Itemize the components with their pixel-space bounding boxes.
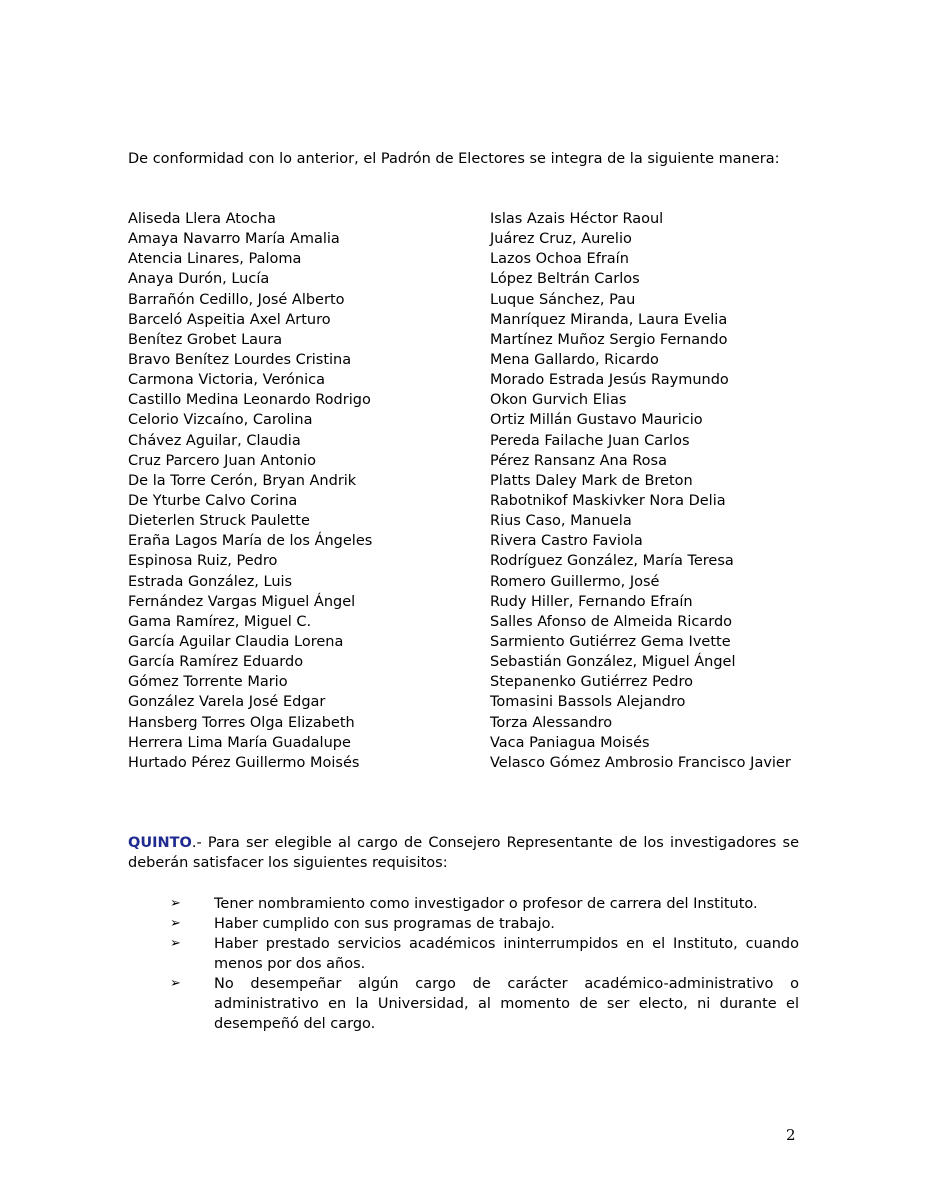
elector-name: Gómez Torrente Mario [128,674,288,691]
elector-name: Platts Daley Mark de Breton [490,472,693,489]
elector-name: Torza Alessandro [490,714,613,731]
requisito-text: No desempeñar algún cargo de carácter académico-administrativo o administrativo en la Universidad, al momento de ser electo, ni durante el desempeñó del cargo. [214,976,799,1032]
electores-list-left [128,209,372,773]
elector-name: García Ramírez Eduardo [128,654,304,671]
elector-name: Stepanenko Gutiérrez Pedro [490,674,693,691]
quinto-text: .- Para ser elegible al cargo de Consejero Representante de los investigadores se deberán satisfacer los siguientes requisitos: [128,835,799,871]
elector-name: Tomasini Bassols Alejandro [490,694,686,711]
elector-name: Atencia Linares, Paloma [128,251,302,268]
elector-name: Vaca Paniagua Moisés [490,734,650,751]
elector-name: Ortiz Millán Gustavo Mauricio [490,412,703,429]
elector-name: Okon Gurvich Elias [490,392,627,409]
requisito-item [128,894,799,914]
elector-name: Rabotnikof Maskivker Nora Delia [490,492,726,509]
elector-name: Herrera Lima María Guadalupe [128,734,351,751]
elector-name: Bravo Benítez Lourdes Cristina [128,351,352,368]
elector-name: Luque Sánchez, Pau [490,291,636,308]
requisito-text: Tener nombramiento como investigador o profesor de carrera del Instituto. [214,896,758,912]
intro-paragraph: De conformidad con lo anterior, el Padrón de Electores se integra de la siguiente manera: [128,151,780,167]
elector-name: Dieterlen Struck Paulette [128,513,310,530]
requisito-text: Haber cumplido con sus programas de trabajo. [214,916,555,932]
elector-name: Velasco Gómez Ambrosio Francisco Javier [490,754,791,771]
arrow-bullet-icon: ➢ [170,976,181,991]
elector-name: Castillo Medina Leonardo Rodrigo [128,392,371,409]
elector-name: De Yturbe Calvo Corina [128,492,298,509]
elector-name: Barceló Aspeitia Axel Arturo [128,311,331,328]
elector-name: Morado Estrada Jesús Raymundo [490,372,729,389]
requisito-item [128,974,799,1034]
elector-name: Rius Caso, Manuela [490,513,632,530]
requisitos-list [128,894,799,1034]
elector-name: Mena Gallardo, Ricardo [490,351,659,368]
elector-name: Gama Ramírez, Miguel C. [128,613,312,630]
elector-name: Estrada González, Luis [128,573,293,590]
elector-name: López Beltrán Carlos [490,271,640,288]
elector-name: Sebastián González, Miguel Ángel [490,654,736,671]
elector-name: Rodríguez González, María Teresa [490,553,734,570]
elector-name: Manríquez Miranda, Laura Evelia [490,311,728,328]
elector-name: Rivera Castro Faviola [490,533,643,550]
elector-name: Salles Afonso de Almeida Ricardo [490,613,733,630]
elector-name: Lazos Ochoa Efraín [490,251,629,268]
elector-name: González Varela José Edgar [128,694,326,711]
quinto-label: QUINTO [128,835,192,851]
electores-list-right [490,209,791,773]
elector-name: Barrañón Cedillo, José Alberto [128,291,345,308]
elector-name: Fernández Vargas Miguel Ángel [128,593,356,610]
elector-name: Hurtado Pérez Guillermo Moisés [128,754,360,771]
quinto-paragraph [128,833,799,873]
arrow-bullet-icon: ➢ [170,916,181,931]
elector-name: García Aguilar Claudia Lorena [128,633,344,650]
elector-name: Chávez Aguilar, Claudia [128,432,301,449]
elector-name: Martínez Muñoz Sergio Fernando [490,331,728,348]
elector-name: Espinosa Ruiz, Pedro [128,553,278,570]
elector-name: Eraña Lagos María de los Ángeles [128,533,373,550]
elector-name: Romero Guillermo, José [490,573,660,590]
elector-name: Amaya Navarro María Amalia [128,231,340,248]
elector-name: Carmona Victoria, Verónica [128,372,325,389]
elector-name: Benítez Grobet Laura [128,331,283,348]
elector-name: Anaya Durón, Lucía [128,271,270,288]
elector-name: Islas Azais Héctor Raoul [490,211,664,227]
page-number: 2 [786,1126,796,1144]
elector-name: Hansberg Torres Olga Elizabeth [128,714,355,731]
elector-name: Pereda Failache Juan Carlos [490,432,690,449]
elector-name: Celorio Vizcaíno, Carolina [128,412,313,429]
elector-name: Sarmiento Gutiérrez Gema Ivette [490,633,731,650]
elector-name: Juárez Cruz, Aurelio [490,231,632,248]
arrow-bullet-icon: ➢ [170,936,181,951]
elector-name: Aliseda Llera Atocha [128,211,276,227]
arrow-bullet-icon: ➢ [170,896,181,911]
requisito-text: Haber prestado servicios académicos ininterrumpidos en el Instituto, cuando menos por dos años. [214,936,799,972]
elector-name: Pérez Ransanz Ana Rosa [490,452,667,469]
elector-name: Rudy Hiller, Fernando Efraín [490,593,693,610]
requisito-item [128,914,799,934]
requisito-item [128,934,799,974]
elector-name: Cruz Parcero Juan Antonio [128,452,317,469]
elector-name: De la Torre Cerón, Bryan Andrik [128,472,357,489]
